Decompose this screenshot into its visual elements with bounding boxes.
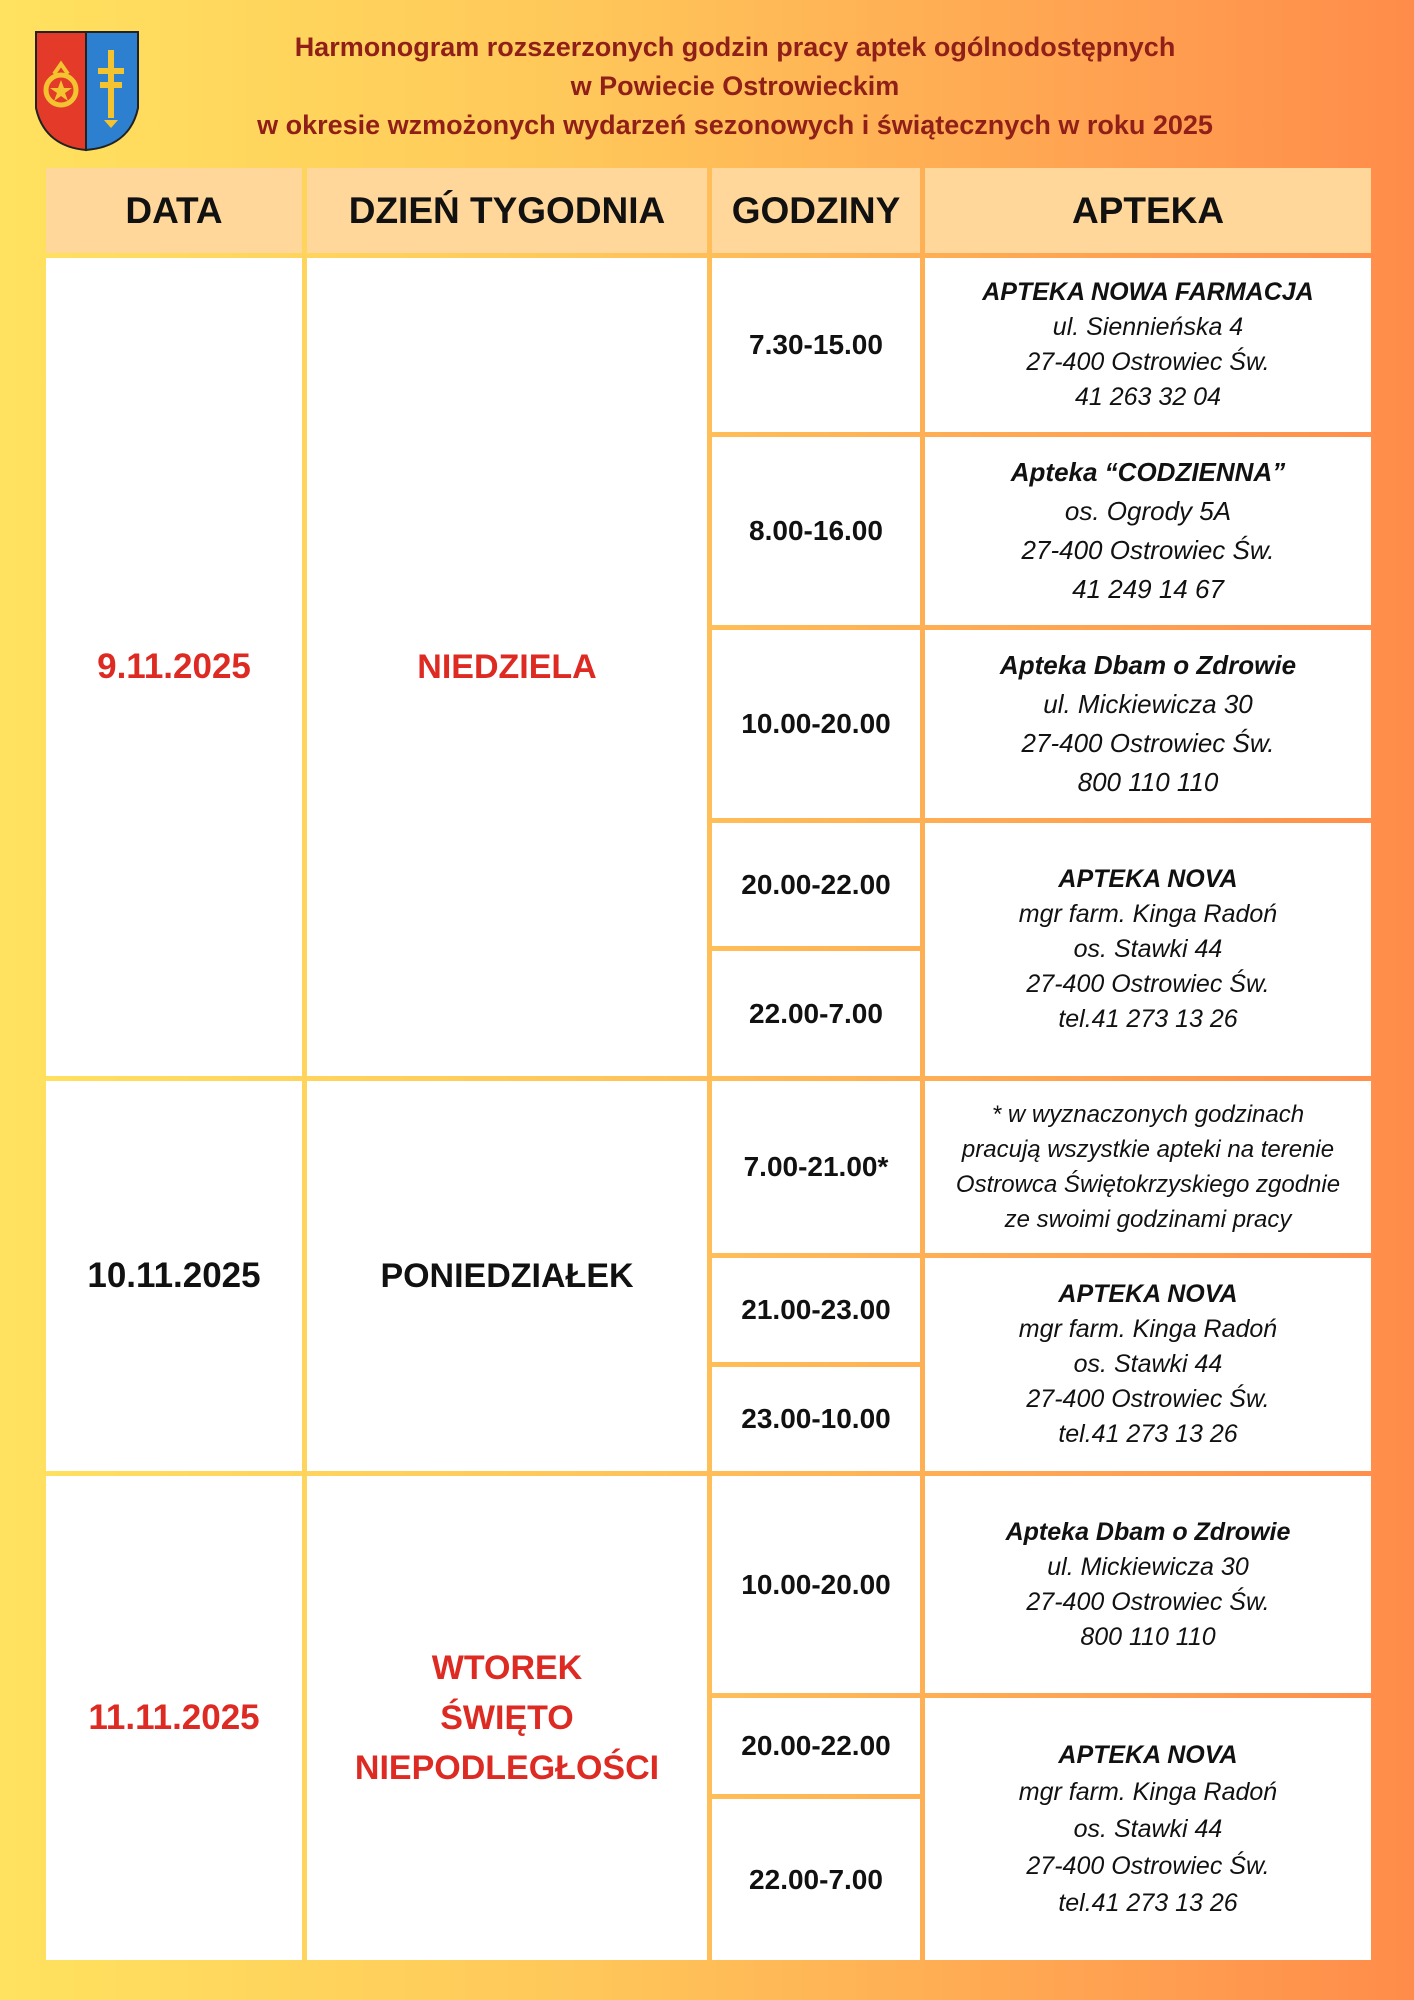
pharmacy-city: 27-400 Ostrowiec Św.: [1021, 535, 1275, 565]
note-line: * w wyznaczonych godzinach: [991, 1101, 1305, 1128]
column-header-weekday: DZIEŃ TYGODNIA: [307, 168, 707, 253]
pharmacy-phone: tel.41 273 13 26: [1058, 1005, 1238, 1033]
pharmacy-phone: tel.41 273 13 26: [1058, 1420, 1238, 1448]
pharmacy-address: ul. Siennieńska 4: [1052, 313, 1244, 341]
hours-cell: 7.30-15.00: [712, 258, 920, 432]
date-cell: 9.11.2025: [46, 258, 302, 1076]
column-header-date: DATA: [46, 168, 302, 253]
weekday-line: NIEDZIELA: [417, 648, 597, 686]
pharmacy-name: Apteka Dbam o Zdrowie: [999, 650, 1297, 680]
weekday-line: PONIEDZIAŁEK: [380, 1257, 634, 1295]
pharmacy-phone: 41 249 14 67: [1072, 574, 1224, 604]
pharmacy-city: 27-400 Ostrowiec Św.: [1021, 728, 1275, 758]
date-cell: 10.11.2025: [46, 1081, 302, 1471]
pharmacy-city: 27-400 Ostrowiec Św.: [1026, 970, 1270, 998]
pharmacy-phone: 41 263 32 04: [1075, 383, 1221, 411]
pharmacy-address: os. Ogrody 5A: [1064, 496, 1232, 526]
column-header-pharmacy: APTEKA: [925, 168, 1371, 253]
pharmacist-name: mgr farm. Kinga Radoń: [1018, 900, 1278, 928]
pharmacy-name: Apteka Dbam o Zdrowie: [1005, 1517, 1291, 1546]
hours-cell: 20.00-22.00: [712, 823, 920, 946]
weekday-line: NIEPODLEGŁOŚCI: [354, 1749, 660, 1787]
hours-cell: 20.00-22.00: [712, 1698, 920, 1794]
pharmacy-address: os. Stawki 44: [1073, 1350, 1223, 1378]
pharmacy-cell: [925, 823, 1371, 1076]
title-line-3: w okresie wzmożonych wydarzeń sezonowych i świątecznych w roku 2025: [257, 110, 1213, 140]
pharmacy-city: 27-400 Ostrowiec Św.: [1026, 1851, 1270, 1880]
weekday-line: ŚWIĘTO: [440, 1699, 574, 1737]
hours-cell: 23.00-10.00: [712, 1367, 920, 1471]
pharmacy-city: 27-400 Ostrowiec Św.: [1026, 1587, 1270, 1616]
weekday-cell: [307, 258, 707, 1076]
pharmacy-name: APTEKA NOVA: [1058, 1280, 1238, 1308]
column-header-hours: GODZINY: [712, 168, 920, 253]
pharmacy-phone: 800 110 110: [1077, 767, 1219, 797]
pharmacist-name: mgr farm. Kinga Radoń: [1018, 1315, 1278, 1343]
pharmacist-name: mgr farm. Kinga Radoń: [1018, 1777, 1278, 1806]
hours-cell: 22.00-7.00: [712, 1799, 920, 1960]
pharmacy-name: APTEKA NOWA FARMACJA: [982, 278, 1314, 306]
pharmacy-cell: [925, 258, 1371, 432]
pharmacy-name: APTEKA NOVA: [1058, 1740, 1238, 1769]
pharmacy-cell: [925, 1476, 1371, 1693]
page-title: [150, 28, 1320, 145]
coat-of-arms-icon: [32, 28, 142, 156]
schedule-table: [46, 168, 1372, 1956]
weekday-cell: [307, 1081, 707, 1471]
title-line-2: w Powiecie Ostrowieckim: [570, 71, 900, 101]
weekday-line: WTOREK: [431, 1649, 583, 1687]
pharmacy-phone: tel.41 273 13 26: [1058, 1888, 1238, 1917]
hours-cell: 21.00-23.00: [712, 1258, 920, 1362]
title-line-1: Harmonogram rozszerzonych godzin pracy aptek ogólnodostępnych: [294, 32, 1176, 62]
hours-cell: 7.00-21.00*: [712, 1081, 920, 1253]
pharmacy-cell: [925, 437, 1371, 625]
pharmacy-cell: [925, 630, 1371, 818]
pharmacy-city: 27-400 Ostrowiec Św.: [1026, 1385, 1270, 1413]
pharmacy-address: ul. Mickiewicza 30: [1047, 1552, 1249, 1581]
pharmacy-address: os. Stawki 44: [1073, 935, 1223, 963]
hours-cell: 10.00-20.00: [712, 630, 920, 818]
note-line: pracują wszystkie apteki na terenie: [961, 1136, 1335, 1163]
pharmacy-cell: [925, 1258, 1371, 1471]
note-line: Ostrowca Świętokrzyskiego zgodnie: [955, 1171, 1341, 1198]
pharmacy-cell: [925, 1698, 1371, 1960]
weekday-cell: [307, 1476, 707, 1960]
pharmacy-address: os. Stawki 44: [1073, 1814, 1223, 1843]
pharmacy-name: APTEKA NOVA: [1058, 865, 1238, 893]
hours-cell: 22.00-7.00: [712, 951, 920, 1076]
hours-cell: 8.00-16.00: [712, 437, 920, 625]
note-cell: [925, 1081, 1371, 1253]
hours-cell: 10.00-20.00: [712, 1476, 920, 1693]
pharmacy-address: ul. Mickiewicza 30: [1043, 689, 1253, 719]
pharmacy-name: Apteka “CODZIENNA”: [1010, 457, 1286, 487]
note-line: ze swoimi godzinami pracy: [1004, 1206, 1292, 1233]
pharmacy-phone: 800 110 110: [1080, 1622, 1216, 1651]
pharmacy-city: 27-400 Ostrowiec Św.: [1026, 348, 1270, 376]
date-cell: 11.11.2025: [46, 1476, 302, 1960]
